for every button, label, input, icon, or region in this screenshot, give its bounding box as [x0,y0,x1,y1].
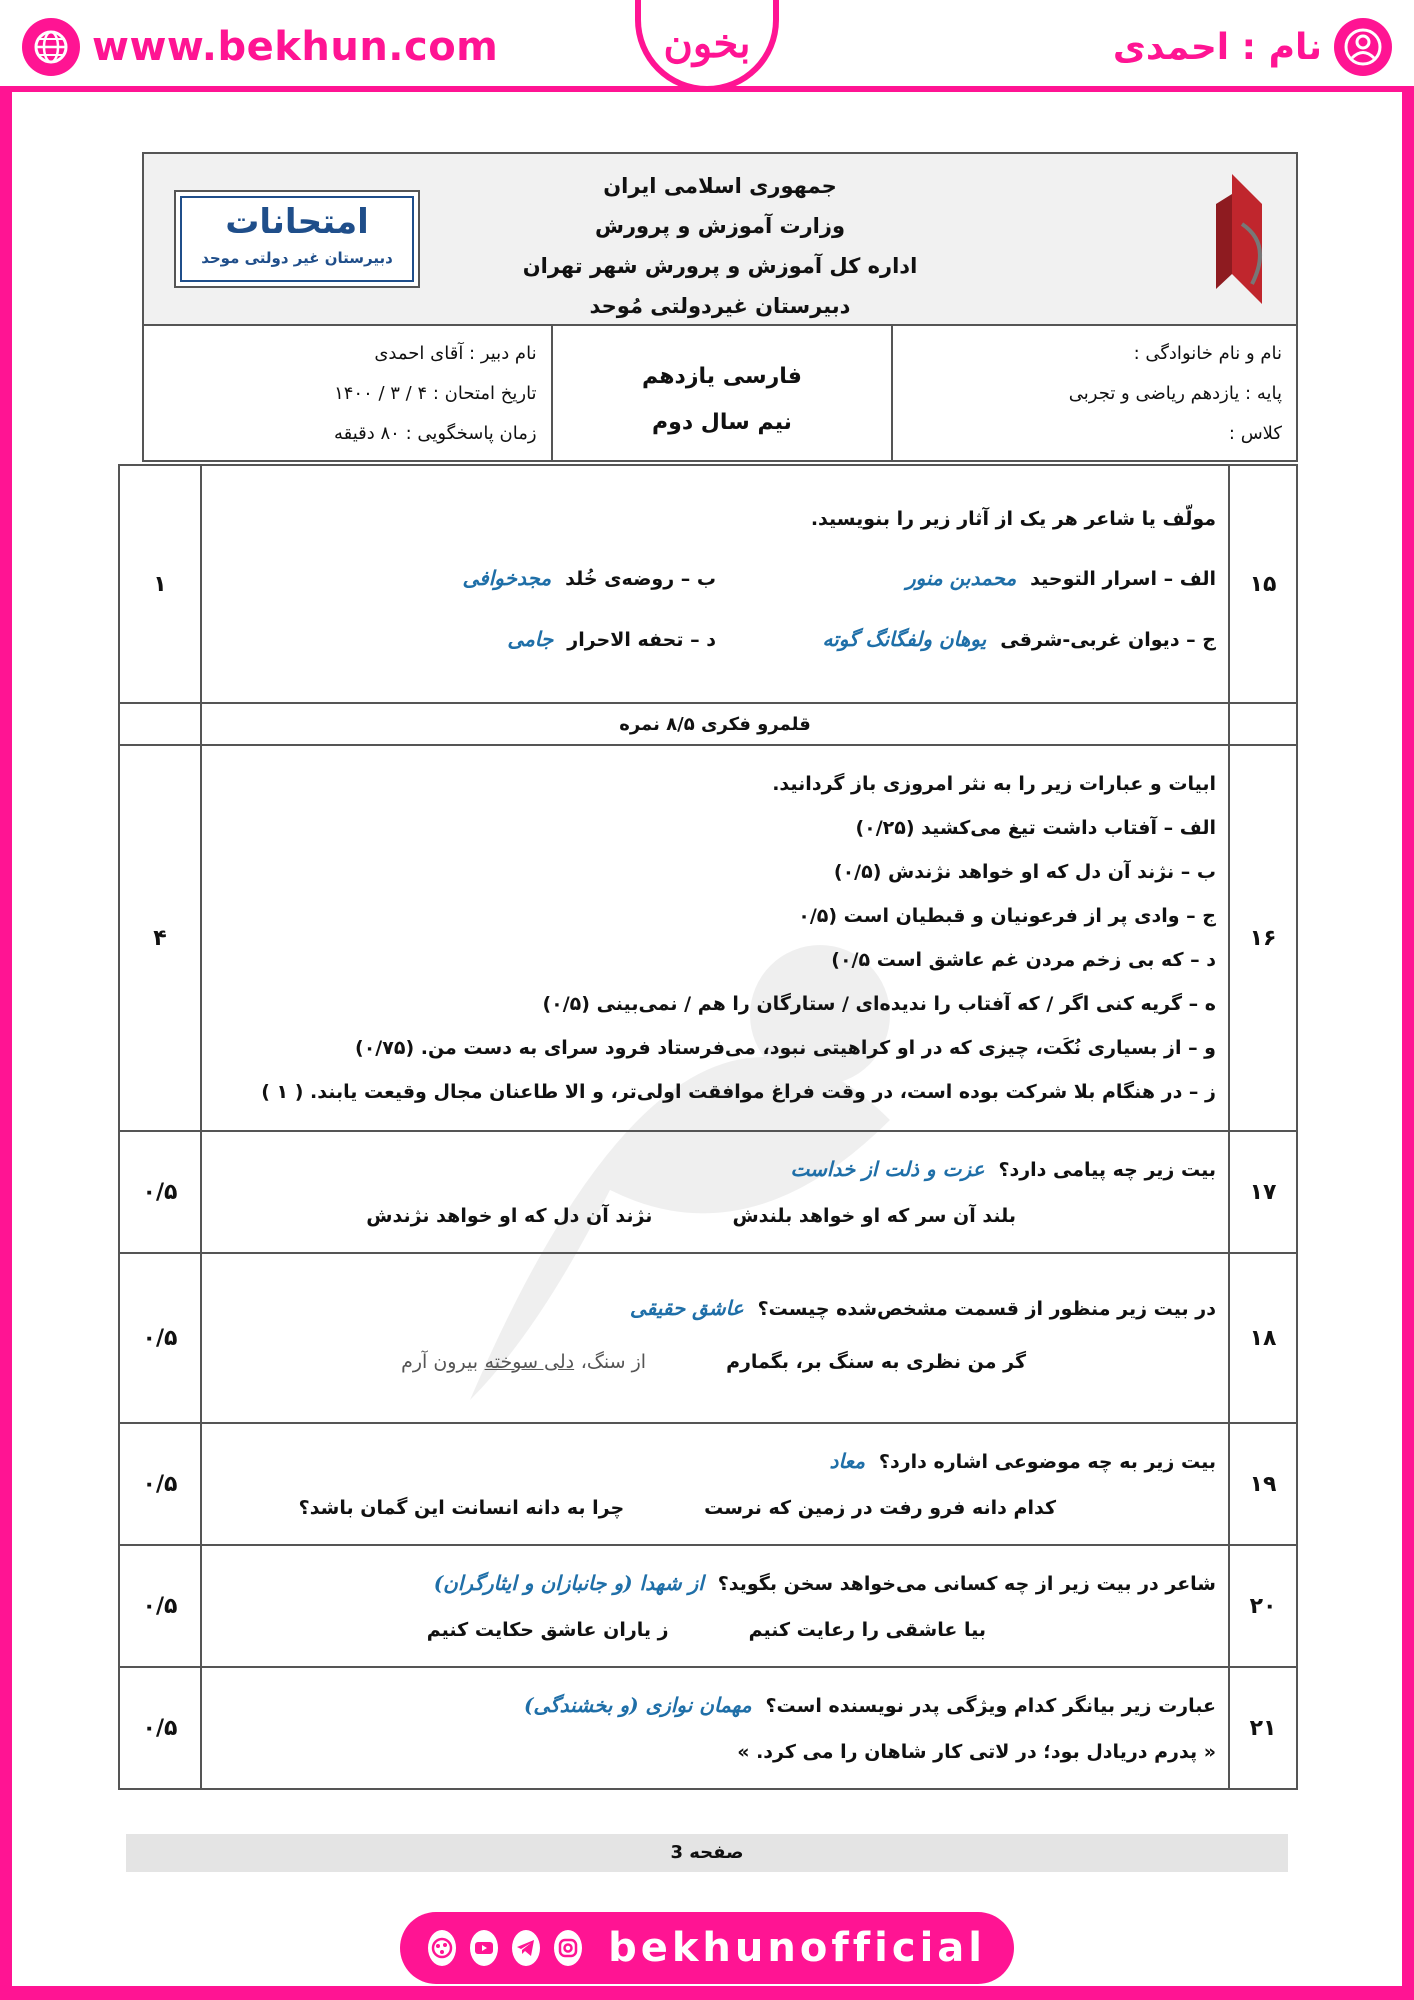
question-row [119,1423,1297,1545]
question-body [201,1423,1229,1545]
question-score: ۰/۵ [119,1253,201,1423]
verse [214,1193,1216,1239]
header-title-line: دبیرستان غیردولتی مُوحد [589,294,851,318]
top-bar [0,0,1414,92]
section-title: قلمرو فکری ۸/۵ نمره [201,703,1229,745]
verse-first: بیا عاشقی را رعایت کنیم [748,1618,986,1641]
question-score: ۰/۵ [119,1423,201,1545]
answer-pair [214,607,1216,672]
question-score: ۰/۵ [119,1545,201,1667]
answer-pair [214,550,1216,607]
question-number: ۱۵ [1229,465,1297,703]
question-item: ز – در هنگام بلا شرکت بوده است، در وقت فراغ موافقت اولی‌تر، و الا طاعنان مجال وقیعت یابند. ( ۱ ) [261,1081,1216,1103]
exam-header [142,152,1298,462]
exam-stamp [174,190,420,288]
question-row [119,465,1297,703]
verse-second-a: از سنگ، [580,1350,647,1373]
question-table [118,464,1298,1790]
handwritten-answer: عزت و ذلت از خداست [790,1156,985,1181]
verse-second-b: بیرون آرم [401,1350,478,1373]
social-handle[interactable]: bekhunofficial [608,1925,986,1971]
globe-icon [22,18,80,76]
student-info [891,326,1296,462]
teacher-name: نام دبیر : آقای احمدی [374,343,537,364]
question-score: ۰/۵ [119,1667,201,1789]
question-item: ب – نژند آن دل که او خواهد نژندش (۰/۵) [833,861,1216,883]
class-field: کلاس : [1228,423,1282,444]
question-item: ه – گریه کنی اگر / که آفتاب را ندیده‌ای / ستارگان را هم / نمی‌بینی (۰/۵) [542,993,1216,1015]
question-number: ۲۱ [1229,1667,1297,1789]
handwritten-answer: مهمان نوازی (و بخشندگی) [523,1692,752,1717]
question-row [119,1545,1297,1667]
verse-second: نژند آن دل که او خواهد نژندش [366,1204,653,1227]
header-top [144,154,1296,326]
question-score: ۱ [119,465,201,703]
question-prompt: بیت زیر به چه موضوعی اشاره دارد؟ [878,1450,1216,1473]
header-title-line: وزارت آموزش و پرورش [594,214,846,238]
youtube-icon[interactable] [470,1930,498,1966]
question-prompt: مولّف یا شاعر هر یک از آثار زیر را بنویسید. [810,508,1216,530]
handwritten-answer: جامی [507,627,554,651]
header-title-line: اداره کل آموزش و پرورش شهر تهران [522,254,918,278]
semester: نیم سال دوم [652,410,792,435]
subject-info [551,326,892,462]
question-row [119,1667,1297,1789]
telegram-icon[interactable] [512,1930,540,1966]
handwritten-answer: یوهان ولفگانگ گوته [822,627,987,651]
item-text: ب – روضه‌ی خُلد [565,568,716,590]
user-icon [1334,18,1392,76]
exam-duration: زمان پاسخگویی : ۸۰ دقیقه [333,423,537,444]
question-score: ۰/۵ [119,1131,201,1253]
page-number: صفحه 3 [126,1834,1288,1872]
verse [214,1607,1216,1653]
question-body [201,465,1229,703]
aparat-icon[interactable] [428,1930,456,1966]
question-body [201,1545,1229,1667]
question-row [119,1253,1297,1423]
item-text: الف – اسرار التوحید [1030,568,1216,590]
question-number: ۱۹ [1229,1423,1297,1545]
verse-second: ز یاران عاشق حکایت کنیم [426,1618,669,1641]
verse [214,1332,1216,1392]
student-name: نام : احمدی [1112,26,1322,68]
item-text: ج – دیوان غربی-شرقی [1000,629,1216,651]
question-score: ۴ [119,745,201,1131]
question-row [119,745,1297,1131]
brand-logo-text: بخون [663,19,751,67]
handwritten-answer: معاد [829,1448,865,1473]
question-prompt: بیت زیر چه پیامی دارد؟ [998,1158,1216,1181]
question-prompt: شاعر در بیت زیر از چه کسانی می‌خواهد سخن بگوید؟ [717,1572,1216,1595]
stamp-subtitle: دبیرستان غیر دولتی موحد [201,249,393,267]
site-link[interactable] [22,18,498,76]
header-info [144,326,1296,462]
question-number: ۱۸ [1229,1253,1297,1423]
handwritten-answer: محمدبن منور [905,566,1017,590]
question-body [201,1667,1229,1789]
verse-first: کدام دانه فرو رفت در زمین که نرست [704,1496,1056,1519]
question-number: ۱۶ [1229,745,1297,1131]
site-url[interactable]: www.bekhun.com [92,24,499,70]
question-prompt: در بیت زیر منظور از قسمت مشخص‌شده چیست؟ [757,1297,1216,1320]
handwritten-answer: از شهدا (و جانبازان و ایثارگران) [433,1570,704,1595]
handwritten-answer: مجدخوافی [462,566,552,590]
question-item: د – که بی زخم مردن غم عاشق است ۰/۵) [831,949,1216,971]
question-body [201,1253,1229,1423]
question-prompt: ابیات و عبارات زیر را به نثر امروزی باز گردانید. [772,773,1216,795]
stamp-title: امتحانات [225,202,369,242]
question-row [119,1131,1297,1253]
section-row [119,703,1297,745]
question-prompt: عبارت زیر بیانگر کدام ویژگی پدر نویسنده است؟ [765,1694,1216,1717]
verse-second: چرا به دانه انسانت این گمان باشد؟ [298,1496,625,1519]
bottom-border [0,1986,1414,2000]
quote: « پدرم دریادل بود؛ در لاتی کار شاهان را می کرد. » [737,1740,1216,1763]
student-name-badge [1113,18,1392,76]
exam-date: تاریخ امتحان : ۴ / ۳ / ۱۴۰۰ [334,383,537,404]
subject-title: فارسی یازدهم [642,364,802,389]
instagram-icon[interactable] [554,1930,582,1966]
item-text: د – تحفه الاحرار [567,629,716,651]
question-item: و – از بسیاری نُکَت، چیزی که در او کراهیتی نبود، می‌فرستاد فرود سرای به دست من. (۰/۷۵) [355,1037,1216,1059]
question-number: ۲۰ [1229,1545,1297,1667]
highlighted-phrase: دلی سوخته [484,1350,575,1373]
question-body [201,1131,1229,1253]
verse-first: بلند آن سر که او خواهد بلندش [732,1204,1016,1227]
verse [214,1485,1216,1531]
verse-first: گر من نظری به سنگ بر، بگمارم [726,1350,1026,1373]
teacher-info [144,326,551,462]
header-title-line: جمهوری اسلامی ایران [603,174,837,198]
grade-field: پایه : یازدهم ریاضی و تجربی [1068,383,1282,404]
question-number: ۱۷ [1229,1131,1297,1253]
student-name-field: نام و نام خانوادگی : [1133,343,1282,364]
handwritten-answer: عاشق حقیقی [629,1295,744,1320]
social-bar[interactable] [400,1912,1014,1984]
question-item: الف – آفتاب داشت تیغ می‌کشید (۰/۲۵) [855,817,1216,839]
brand-logo [635,0,779,92]
question-item: ج – وادی پر از فرعونیان و قبطیان است (۰/۵ [798,905,1216,927]
question-body [201,745,1229,1131]
